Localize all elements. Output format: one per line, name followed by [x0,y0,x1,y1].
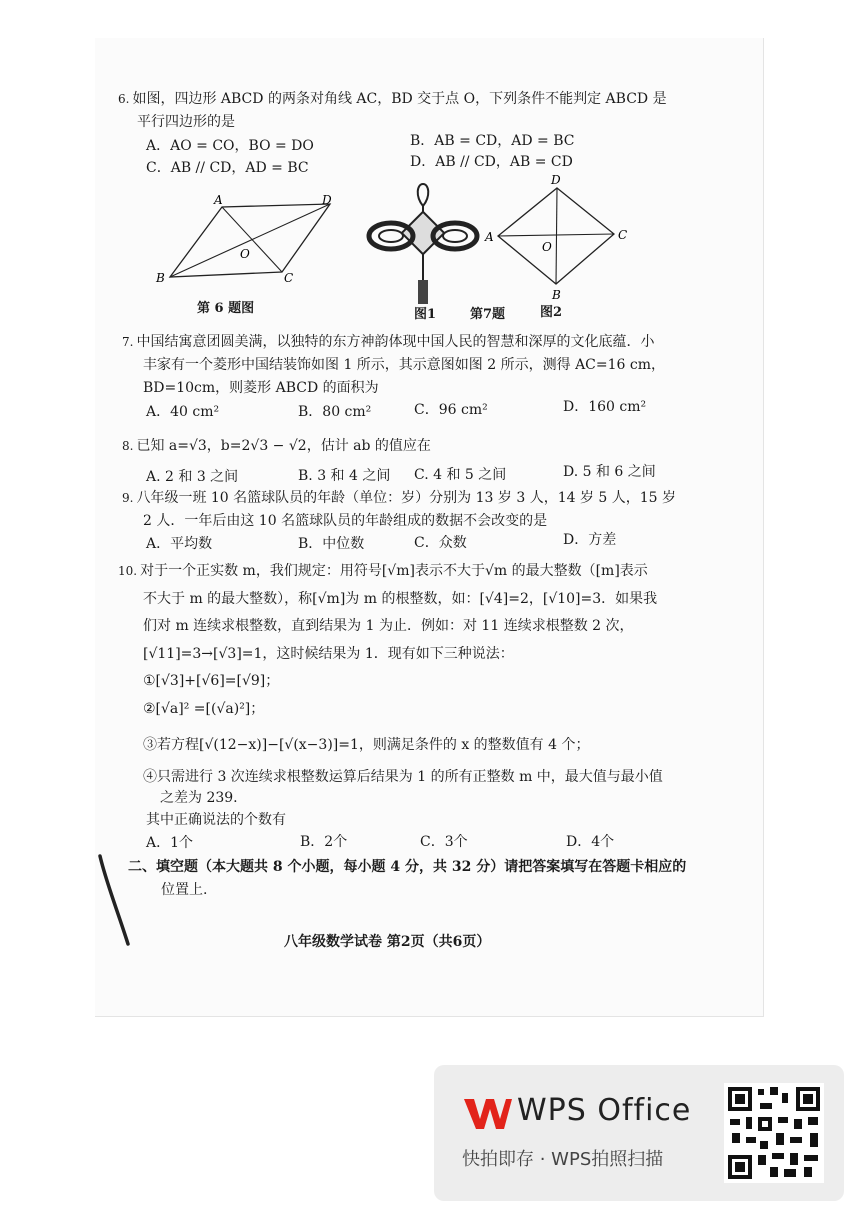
label-d: D [322,193,332,207]
label-b: B [156,271,165,285]
q9-line1 [122,489,676,507]
q10-option-b: B．2个 [300,834,348,850]
label-a: A [485,230,494,244]
q6-figure-caption: 第 6 题图 [197,301,255,316]
q8-line1 [122,437,431,455]
knot-hanger-loop [418,184,429,206]
qr-code-icon [724,1083,824,1183]
stray-pen-mark [96,852,136,948]
page-footer: 八年级数学试卷 第2页（共6页） [284,934,491,950]
q10-statement-2: ②[√a]² =[(√a)²]； [143,701,265,717]
wps-logo-icon [462,1095,512,1133]
q10-question: 其中正确说法的个数有 [146,812,286,828]
q7-option-a: A．40 cm² [146,404,220,420]
q9-option-c: C．众数 [414,535,467,551]
wps-watermark-card [434,1065,844,1201]
label-b: B [552,288,561,302]
q10-line4: [√11]=3→[√3]=1，这时候结果为 1．现有如下三种说法： [143,646,514,662]
pen-stroke [100,856,128,944]
q6-line1 [118,90,667,108]
q9-line2: 2 人．一年后由这 10 名篮球队员的年龄组成的数据不会改变的是 [143,513,548,529]
label-d: D [551,173,561,187]
wps-brand-name: WPS Office [517,1093,692,1128]
q10-line2: 不大于 m 的最大整数），称[√m]为 m 的根整数，如：[√4]=2，[√10]=3．如果我 [143,591,658,607]
diagonal-db [556,188,557,284]
wps-logo-mark [464,1099,512,1129]
q8-text: 已知 a=√3，b=2√3 − √2，估计 ab 的值应在 [136,438,431,454]
q6-option-b: B．AB = CD，AD = BC [410,133,575,149]
section-fill-in-line2: 位置上. [161,882,208,898]
q10-statement-4a: ④只需进行 3 次连续求根整数运算后结果为 1 的所有正整数 m 中，最大值与最小值 [143,769,663,785]
q7-option-b: B．80 cm² [298,404,372,420]
q7-number: 7. [122,335,134,349]
fig2-caption: 图2 [540,305,563,320]
q7-line1 [122,333,654,351]
knot-center-diamond [402,212,444,254]
q10-line1 [118,562,648,580]
label-c: C [284,271,294,285]
q7-text: 中国结寓意团圆美满，以独特的东方神韵体现中国人民的智慧和深厚的文化底蕴．小 [136,334,655,350]
q10-statement-4b: 之差为 239. [160,790,238,806]
q7-option-d: D．160 cm² [563,399,647,415]
q10-statement-1: ①[√3]+[√6]=[√9]； [143,673,280,689]
q10-option-c: C．3个 [420,834,468,850]
q7-line3: BD=10cm，则菱形 ABCD 的面积为 [143,380,379,396]
q10-text: 对于一个正实数 m，我们规定：用符号[√m]表示不大于√m 的最大整数（[m]表示 [140,563,648,579]
q6-number: 6. [118,92,130,106]
q9-option-a: A．平均数 [146,536,213,552]
label-c: C [618,228,628,242]
q8-option-c: C. 4 和 5 之间 [414,467,507,483]
q8-option-a: A. 2 和 3 之间 [146,469,239,485]
q10-line3: 们对 m 连续求根整数，直到结果为 1 为止．例如：对 11 连续求根整数 2 次， [143,618,634,634]
q7-figure-caption: 第7题 [470,307,506,322]
q9-option-d: D．方差 [563,532,617,548]
q8-option-b: B. 3 和 4 之间 [298,468,391,484]
knot-tassel [418,280,428,304]
q10-option-a: A．1个 [146,835,194,851]
diagonal-bd [170,204,330,277]
q8-option-d: D. 5 和 6 之间 [563,464,656,480]
q6-option-a: A．AO = CO，BO = DO [146,138,314,154]
label-o: O [542,240,552,254]
label-o: O [240,247,250,261]
q10-option-d: D．4个 [566,834,615,850]
q9-option-b: B．中位数 [298,536,365,552]
q6-text: 如图，四边形 ABCD 的两条对角线 AC，BD 交于点 O，下列条件不能判定 ABCD 是 [132,91,667,107]
q6-option-c: C．AB // CD，AD = BC [146,160,309,176]
q9-number: 9. [122,491,134,505]
q6-parallelogram-figure [150,192,350,292]
section-fill-in-header: 二、填空题（本大题共 8 个小题，每小题 4 分，共 32 分）请把答案填写在答题卡相应的 [128,859,687,875]
wps-tagline: 快拍即存 · WPS拍照扫描 [462,1149,664,1170]
q6-option-d: D．AB // CD，AB = CD [410,154,573,170]
q7-option-c: C．96 cm² [414,402,488,418]
q10-statement-3: ③若方程[√(12−x)]−[√(x−3)]=1，则满足条件的 x 的整数值有 4 个； [143,737,590,753]
q6-line2: 平行四边形的是 [137,114,235,130]
knot-left-loop-inner [379,230,403,242]
q10-number: 10. [118,564,138,578]
q7-rhombus-figure [482,172,642,302]
chinese-knot-figure [365,180,485,308]
label-a: A [214,193,223,207]
q7-line2: 丰家有一个菱形中国结装饰如图 1 所示，其示意图如图 2 所示，测得 AC=16 cm， [143,357,665,373]
q8-number: 8. [122,439,134,453]
knot-right-loop-inner [443,230,467,242]
fig1-caption: 图1 [414,307,437,322]
q9-text: 八年级一班 10 名篮球队员的年龄（单位：岁）分别为 13 岁 3 人，14 岁 5 人，15 岁 [136,490,677,506]
